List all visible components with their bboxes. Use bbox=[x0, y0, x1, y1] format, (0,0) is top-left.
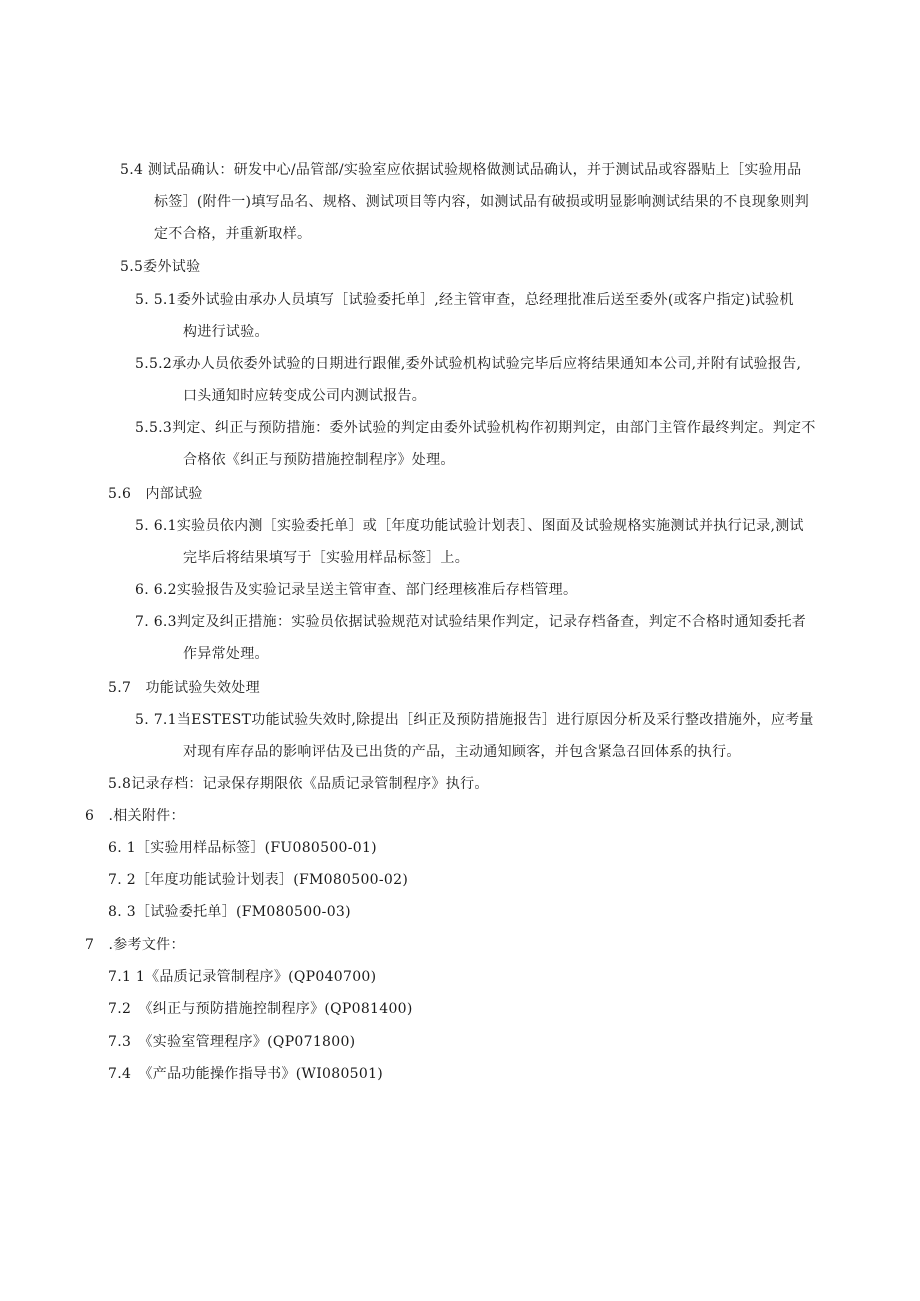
section-5-7-heading: 5.7 功能试验失效处理 bbox=[108, 680, 260, 696]
clause-5-6-1-line-2: 完毕后将结果填写于［实验用样品标签］上。 bbox=[183, 550, 469, 566]
reference-4: 7.4 《产品功能操作指导书》(WI080501) bbox=[108, 1066, 384, 1082]
reference-2: 7.2 《纠正与预防措施控制程序》(QP081400) bbox=[108, 1001, 413, 1017]
reference-1: 7.1 1《品质记录管制程序》(QP040700) bbox=[108, 969, 377, 985]
section-5-8-line: 5.8记录存档：记录保存期限依《品质记录管制程序》执行。 bbox=[108, 776, 489, 792]
clause-5-6-2-line: 6. 6.2实验报告及实验记录呈送主管审查、部门经理核准后存档管理。 bbox=[135, 582, 578, 598]
clause-5-4-line-1: 5.4 测试品确认：研发中心/品管部/实验室应依据试验规格做测试品确认，并于测试品或容器贴上［实验用品 bbox=[120, 162, 802, 178]
section-7-heading: 7 .参考文件： bbox=[85, 937, 185, 953]
clause-5-4-line-2: 标签］(附件一)填写品名、规格、测试项目等内容，如测试品有破损或明显影响测试结果的不良现象则判 bbox=[154, 194, 810, 210]
clause-5-5-2-line-1: 5.5.2承办人员依委外试验的日期进行跟催,委外试验机构试验完毕后应将结果通知本公司,并附有试验报告, bbox=[135, 356, 802, 372]
clause-5-5-3-line-1: 5.5.3判定、纠正与预防措施：委外试验的判定由委外试验机构作初期判定，由部门主管作最终判定。判定不 bbox=[135, 420, 816, 436]
clause-5-5-1-line-2: 构进行试验。 bbox=[183, 324, 269, 340]
attachment-2: 7. 2［年度功能试验计划表］(FM080500-02) bbox=[108, 872, 409, 888]
attachment-1: 6. 1［实验用样品标签］(FU080500-01) bbox=[108, 840, 377, 856]
clause-5-7-1-line-1: 5. 7.1当ESTEST功能试验失效时,除提出［纠正及预防措施报告］进行原因分析及采行整改措施外，应考量 bbox=[135, 712, 814, 728]
clause-5-6-3-line-1: 7. 6.3判定及纠正措施：实验员依据试验规范对试验结果作判定，记录存档备查，判定不合格时通知委托者 bbox=[135, 614, 807, 630]
clause-5-5-3-line-2: 合格依《纠正与预防措施控制程序》处理。 bbox=[183, 452, 455, 468]
attachment-3: 8. 3［试验委托单］(FM080500-03) bbox=[108, 904, 351, 920]
reference-3: 7.3 《实验室管理程序》(QP071800) bbox=[108, 1034, 356, 1050]
clause-5-6-3-line-2: 作异常处理。 bbox=[183, 646, 269, 662]
section-5-5-heading: 5.5委外试验 bbox=[120, 259, 201, 275]
clause-5-5-2-line-2: 口头通知时应转变成公司内测试报告。 bbox=[183, 388, 427, 404]
section-6-heading: 6 .相关附件： bbox=[85, 808, 185, 824]
clause-5-6-1-line-1: 5. 6.1实验员依内测［实验委托单］或［年度功能试验计划表］、图面及试验规格实施测试并执行记录,测试 bbox=[135, 518, 804, 534]
clause-5-7-1-line-2: 对现有库存品的影响评估及已出货的产品，主动通知顾客，并包含紧急召回体系的执行。 bbox=[183, 744, 741, 760]
clause-5-4-line-3: 定不合格，并重新取样。 bbox=[154, 226, 312, 242]
section-5-6-heading: 5.6 内部试验 bbox=[108, 486, 203, 502]
clause-5-5-1-line-1: 5. 5.1委外试验由承办人员填写［试验委托单］,经主管审查，总经理批准后送至委外(或客户指定)试验机 bbox=[135, 292, 794, 308]
